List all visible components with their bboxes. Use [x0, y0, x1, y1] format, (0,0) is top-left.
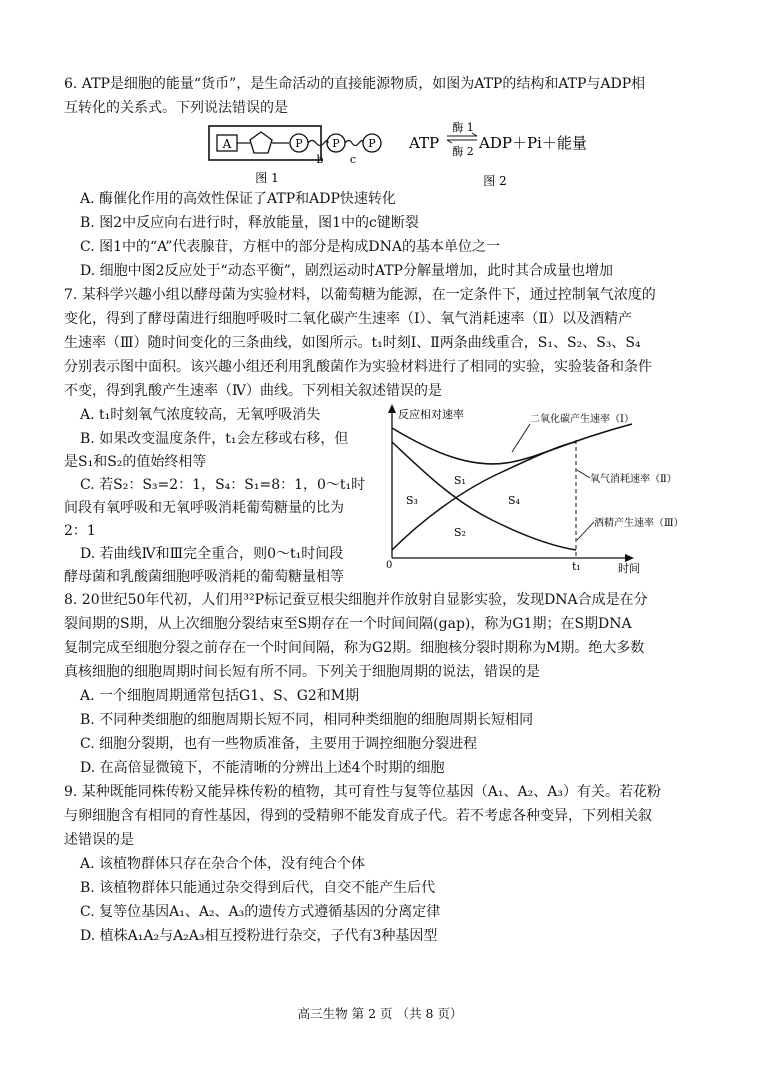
q9-option-d: D. 植株A₁A₂与A₂A₃相互授粉进行杂交，子代有3种基因型 — [80, 928, 438, 944]
q9-option-b: B. 该植物群体只能通过杂交得到后代，自交不能产生后代 — [80, 880, 436, 896]
q7-option-c-line-3: 2：1 — [64, 523, 96, 539]
area-s3: S₃ — [406, 494, 418, 507]
ethanol-curve-III — [392, 442, 576, 550]
x-axis-arrow — [625, 554, 634, 562]
q7-stem-line-4: 分别表示图中面积。该兴趣小组还利用乳酸菌作为实验材料进行了相同的实验，实验装备和条件 — [64, 359, 652, 375]
page-footer: 高三生物 第 2 页 （共 8 页） — [297, 1006, 463, 1021]
q6-stem-line-1: 6. ATP是细胞的能量“货币”，是生命活动的直接能源物质，如图为ATP的结构和ATP与ADP相 — [64, 76, 646, 92]
t1-label: t₁ — [572, 560, 581, 573]
q9-option-c: C. 复等位基因A₁、A₂、A₃的遗传方式遵循基因的分离定律 — [80, 904, 441, 920]
q6-option-d: D. 细胞中图2反应处于“动态平衡”，剧烈运动时ATP分解量增加，此时其合成量也增加 — [80, 263, 613, 279]
bond-label-c: c — [349, 153, 357, 166]
o2-curve-II — [392, 442, 576, 550]
area-s2: S₂ — [454, 526, 466, 539]
high-energy-bond-b — [308, 141, 328, 146]
svg-text:P: P — [368, 137, 376, 150]
respiration-rate-chart — [372, 400, 684, 578]
high-energy-bond-c — [345, 141, 363, 146]
x-axis-label: 时间 — [618, 562, 640, 575]
q9-option-a: A. 该植物群体只存在杂合个体，没有纯合个体 — [80, 856, 366, 872]
ribose-pentagon — [250, 132, 272, 153]
q8-option-b: B. 不同种类细胞的细胞周期长短不同，相同种类细胞的细胞周期长短相同 — [80, 712, 534, 728]
area-s4: S₄ — [508, 494, 520, 507]
q7-option-a: A. t₁时刻氧气浓度较高，无氧呼吸消失 — [80, 407, 321, 423]
q8-stem-line-4: 真核细胞的细胞周期时间长短有所不同。下列关于细胞周期的说法，错误的是 — [64, 664, 540, 680]
q8-option-a: A. 一个细胞周期通常包括G1、S、G2和M期 — [80, 688, 360, 704]
q6-option-a: A. 酶催化作用的高效性保证了ATP和ADP快速转化 — [80, 191, 396, 207]
y-axis-label: 反应相对速率 — [398, 408, 464, 421]
q9-stem-line-3: 述错误的是 — [64, 832, 134, 848]
q7-stem-line-3: 生速率（Ⅲ）随时间变化的三条曲线，如图所示。t₁时刻Ⅰ、Ⅱ两条曲线重合，S₁、S₂、S₃、S₄ — [64, 335, 641, 351]
curve-I-label: 二氧化碳产生速率（Ⅰ） — [530, 414, 634, 425]
q8-option-d: D. 在高倍显微镜下，不能清晰的分辨出上述4个时期的细胞 — [80, 760, 445, 776]
area-s1-upper: S₁ — [454, 474, 466, 487]
enzyme-2-label: 酶 2 — [452, 145, 474, 158]
svg-text:P: P — [332, 137, 340, 150]
q7-stem-line-1: 7. 某科学兴趣小组以酵母菌为实验材料，以葡萄糖为能源，在一定条件下，通过控制氧气浓度的 — [64, 287, 656, 303]
origin-label: 0 — [386, 560, 393, 571]
bond-label-b: b — [316, 153, 324, 166]
equation-atp: ATP — [409, 134, 440, 152]
q7-option-b-line-2: 是S₁和S₂的值始终相等 — [64, 454, 207, 470]
q9-stem-line-1: 9. 某种既能同株传粉又能异株传粉的植物，其可育性与复等位基因（A₁、A₂、A₃）有关。若花粉 — [64, 784, 661, 800]
adenine-label: A — [222, 137, 232, 151]
figure-2-caption: 图 2 — [483, 174, 507, 188]
q6-option-c: C. 图1中的“A”代表腺苷，方框中的部分是构成DNA的基本单位之一 — [80, 239, 500, 255]
q7-option-d-line-2: 酵母菌和乳酸菌细胞呼吸消耗的葡萄糖量相等 — [64, 569, 344, 585]
q8-stem-line-1: 8. 20世纪50年代初，人们用³²P标记蚕豆根尖细胞并作放射自显影实验，发现DNA合成是在分 — [64, 592, 648, 608]
atp-structure-figure — [205, 122, 405, 192]
curve-II-label: 氧气消耗速率（Ⅱ） — [590, 474, 677, 485]
y-axis-arrow — [388, 404, 396, 413]
q6-stem-line-2: 互转化的关系式。下列说法错误的是 — [64, 100, 288, 116]
svg-text:P: P — [295, 137, 303, 150]
q8-stem-line-3: 复制完成至细胞分裂之前存在一个时间间隔，称为G2期。细胞核分裂时期称为M期。绝大多数 — [64, 640, 645, 656]
q7-option-d-line-1: D. 若曲线Ⅳ和Ⅲ完全重合，则0～t₁时间段 — [80, 546, 344, 562]
curve-III-label: 酒精产生速率（Ⅲ） — [594, 518, 684, 529]
enzyme-1-label: 酶 1 — [452, 121, 474, 134]
q6-option-b: B. 图2中反应向右进行时，释放能量，图1中的c键断裂 — [80, 215, 419, 231]
co2-curve-I — [392, 424, 632, 464]
q9-stem-line-2: 与卵细胞含有相同的育性基因，得到的受精卵不能发育成子代。若不考虑各种变异，下列相关叙 — [64, 808, 652, 824]
atp-adp-equation-figure — [405, 114, 595, 194]
q7-option-c-line-2: 间段有氧呼吸和无氧呼吸消耗葡萄糖量的比为 — [64, 500, 344, 516]
equation-products: ADP＋Pi＋能量 — [479, 134, 587, 152]
q7-stem-line-2: 变化，得到了酵母菌进行细胞呼吸时二氧化碳产生速率（Ⅰ）、氧气消耗速率（Ⅱ）以及酒精产 — [64, 311, 633, 327]
q7-stem-line-5: 不变，得到乳酸产生速率（Ⅳ）曲线。下列相关叙述错误的是 — [64, 383, 442, 399]
q8-option-c: C. 细胞分裂期，也有一些物质准备，主要用于调控细胞分裂进程 — [80, 736, 478, 752]
q7-option-c-line-1: C. 若S₂：S₃=2：1，S₄：S₁=8：1，0～t₁时 — [80, 477, 366, 493]
q8-stem-line-2: 裂间期的S期，从上次细胞分裂结束至S期存在一个时间间隔(gap)，称为G1期；在S期DNA — [64, 616, 632, 632]
q7-option-b-line-1: B. 如果改变温度条件，t₁会左移或右移，但 — [80, 431, 349, 447]
figure-1-caption: 图 1 — [255, 171, 279, 185]
